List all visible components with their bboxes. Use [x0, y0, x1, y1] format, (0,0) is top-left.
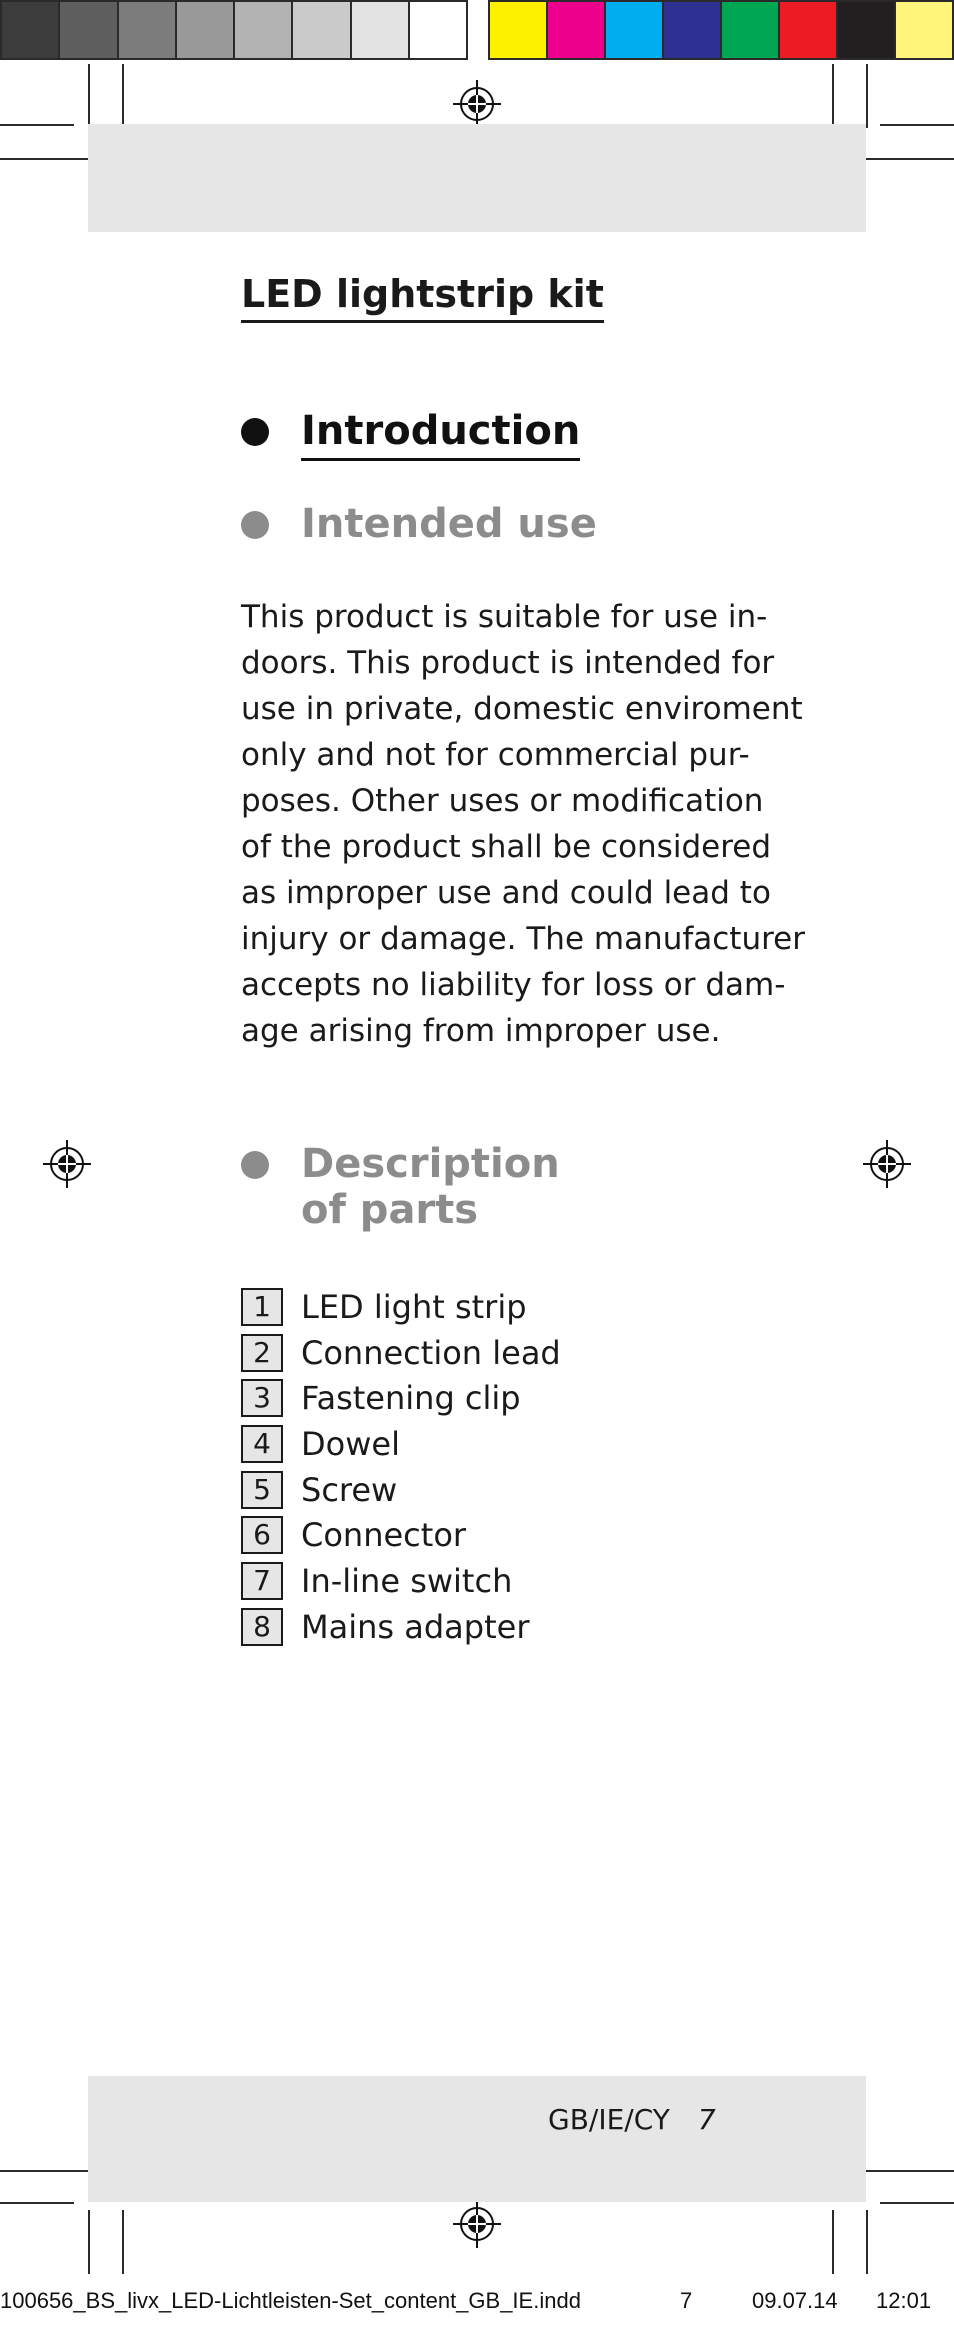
paragraph-line: of the product shall be considered	[241, 829, 772, 865]
registration-mark-icon	[43, 1140, 91, 1188]
gray-swatch-8	[410, 2, 466, 58]
crop-mark	[866, 2210, 868, 2274]
crop-mark	[122, 2210, 124, 2274]
paragraph-line: This product is suitable for use in-	[241, 599, 768, 635]
crop-mark	[832, 64, 834, 128]
intended-use-paragraph	[241, 594, 805, 1054]
list-item	[241, 1467, 561, 1513]
process-color-swatches	[488, 0, 954, 60]
part-number-badge: 7	[241, 1562, 283, 1600]
paragraph-line: age arising from improper use.	[241, 1013, 721, 1049]
gray-swatch-1	[2, 2, 60, 58]
crop-mark	[88, 2210, 90, 2274]
slug-filename: 100656_BS_livx_LED-Lichtleisten-Set_content_GB_IE.indd	[0, 2288, 581, 2313]
gray-swatch-5	[235, 2, 293, 58]
color-swatch-1	[490, 2, 548, 58]
gray-swatch-2	[60, 2, 118, 58]
crop-mark	[866, 64, 868, 128]
list-item	[241, 1330, 561, 1376]
page-number: 7	[697, 2103, 716, 2136]
gray-swatch-3	[119, 2, 177, 58]
gray-swatch-6	[293, 2, 351, 58]
crop-mark	[858, 158, 954, 160]
part-number-badge: 6	[241, 1516, 283, 1554]
section-title: Description of parts	[301, 1141, 560, 1233]
slug-page: 7	[680, 2288, 693, 2313]
crop-mark	[0, 2202, 74, 2204]
color-swatch-7	[838, 2, 896, 58]
crop-mark	[858, 2170, 954, 2172]
part-number-badge: 1	[241, 1288, 283, 1326]
crop-mark	[88, 64, 90, 128]
registration-mark-icon	[863, 1140, 911, 1188]
crop-mark	[880, 124, 954, 126]
section-introduction	[241, 408, 580, 461]
section-title: Introduction	[301, 408, 580, 461]
paragraph-line: accepts no liability for loss or dam-	[241, 967, 786, 1003]
bullet-icon	[241, 511, 269, 539]
paragraph-line: as improper use and could lead to	[241, 875, 771, 911]
footer-band	[88, 2076, 866, 2202]
list-item	[241, 1512, 561, 1558]
part-label: Fastening clip	[301, 1379, 521, 1418]
gray-swatch-7	[352, 2, 410, 58]
part-label: Screw	[301, 1470, 398, 1509]
color-swatch-6	[780, 2, 838, 58]
slug-date: 09.07.14	[752, 2288, 838, 2313]
paragraph-line: poses. Other uses or modification	[241, 783, 764, 819]
color-control-strip	[0, 0, 954, 60]
color-swatch-3	[606, 2, 664, 58]
registration-mark-icon	[453, 80, 501, 128]
part-label: In-line switch	[301, 1561, 513, 1600]
grayscale-swatches	[0, 0, 468, 60]
region-code: GB/IE/CY	[548, 2103, 670, 2136]
paragraph-line: use in private, domestic enviroment	[241, 691, 803, 727]
crop-mark	[122, 64, 124, 128]
list-item	[241, 1421, 561, 1467]
crop-mark	[0, 158, 96, 160]
page-footer	[548, 2100, 716, 2140]
part-number-badge: 8	[241, 1608, 283, 1646]
section-intended-use	[241, 501, 597, 547]
color-swatch-8	[896, 2, 952, 58]
part-label: Dowel	[301, 1424, 400, 1463]
part-number-badge: 3	[241, 1379, 283, 1417]
part-number-badge: 5	[241, 1471, 283, 1509]
crop-mark	[832, 2210, 834, 2274]
part-label: LED light strip	[301, 1287, 527, 1326]
list-item	[241, 1604, 561, 1650]
color-swatch-4	[664, 2, 722, 58]
paragraph-line: only and not for commercial pur-	[241, 737, 750, 773]
bullet-icon	[241, 418, 269, 446]
slug-time: 12:01	[876, 2288, 932, 2313]
crop-mark	[880, 2202, 954, 2204]
parts-list	[241, 1284, 561, 1650]
header-band	[88, 124, 866, 232]
list-item	[241, 1558, 561, 1604]
part-label: Mains adapter	[301, 1607, 530, 1646]
crop-mark	[0, 124, 74, 126]
part-label: Connection lead	[301, 1333, 561, 1372]
gray-swatch-4	[177, 2, 235, 58]
registration-mark-icon	[453, 2200, 501, 2248]
paragraph-line: injury or damage. The manufacturer	[241, 921, 805, 957]
list-item	[241, 1284, 561, 1330]
part-label: Connector	[301, 1516, 467, 1555]
color-swatch-2	[548, 2, 606, 58]
list-item	[241, 1375, 561, 1421]
color-swatch-5	[722, 2, 780, 58]
section-title: Intended use	[301, 501, 597, 547]
part-number-badge: 4	[241, 1425, 283, 1463]
section-description-of-parts	[241, 1141, 560, 1233]
crop-mark	[0, 2170, 96, 2172]
document-title: LED lightstrip kit	[241, 268, 604, 323]
part-number-badge: 2	[241, 1334, 283, 1372]
bullet-icon	[241, 1151, 269, 1179]
paragraph-line: doors. This product is intended for	[241, 645, 775, 681]
